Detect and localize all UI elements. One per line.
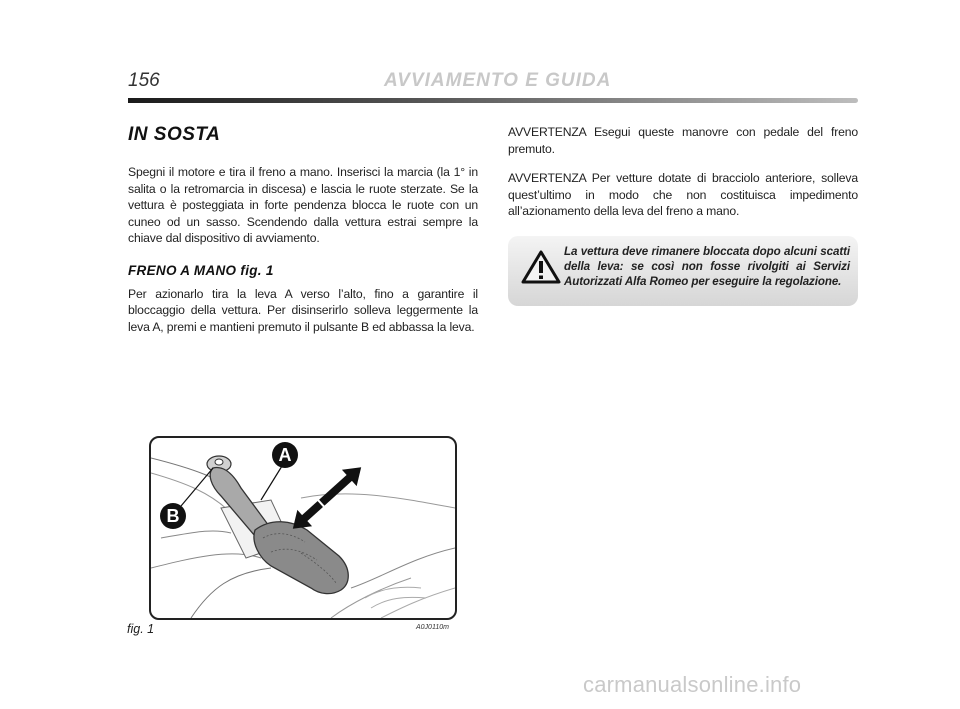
warning-box	[508, 236, 858, 306]
header-rule	[128, 98, 858, 103]
running-title: AVVIAMENTO E GUIDA	[384, 70, 612, 91]
handbrake-illustration	[151, 438, 455, 618]
warning-text: La vettura deve rimanere bloccata dopo alcuni scatti della leva: se così non fosse rivolgiti ai Servizi Autorizzati Alfa Romeo per eseguire la regolazione.	[564, 245, 850, 288]
warning-paragraph-1: AVVERTENZA Esegui queste manovre con pedale del freno premuto.	[508, 125, 858, 156]
warning-paragraph-2: AVVERTENZA Per vetture dotate di bracciolo anteriore, solleva quest’ultimo in modo che non costituisca impedimento all’azionamento della leva del freno a mano.	[508, 171, 858, 218]
watermark: carmanualsonline.info	[583, 672, 802, 697]
figure-label: fig. 1	[127, 622, 155, 636]
handbrake-figure	[149, 436, 457, 620]
warning-triangle-icon	[521, 250, 561, 284]
section-title: IN SOSTA	[128, 124, 221, 145]
figure-code: A0J0110m	[416, 624, 449, 631]
subsection-title: FRENO A MANO fig. 1	[128, 262, 274, 278]
right-column	[508, 124, 858, 233]
handbrake-paragraph: Per azionarlo tira la leva A verso l’alto, fino a garantire il bloccaggio della vettura. Per disinserirlo solleva leggermente la leva A, premi e mantieni premuto il pulsante B ed abbassa la leva.	[128, 286, 478, 334]
callout-a-label: A	[278, 445, 292, 465]
intro-paragraph: Spegni il motore e tira il freno a mano. Inserisci la marcia (la 1° in salita o la retromarcia in discesa) e lascia le ruote sterzate. Se la vettura è posteggiata in forte pendenza blocca le ruote con un cuneo od un sasso. Scendendo dalla vettura estrai sempre la chiave dal dispositivo di avviamento.	[128, 165, 478, 245]
left-column	[128, 124, 478, 335]
callout-b-label: B	[166, 506, 180, 526]
page-number: 156	[128, 70, 160, 91]
